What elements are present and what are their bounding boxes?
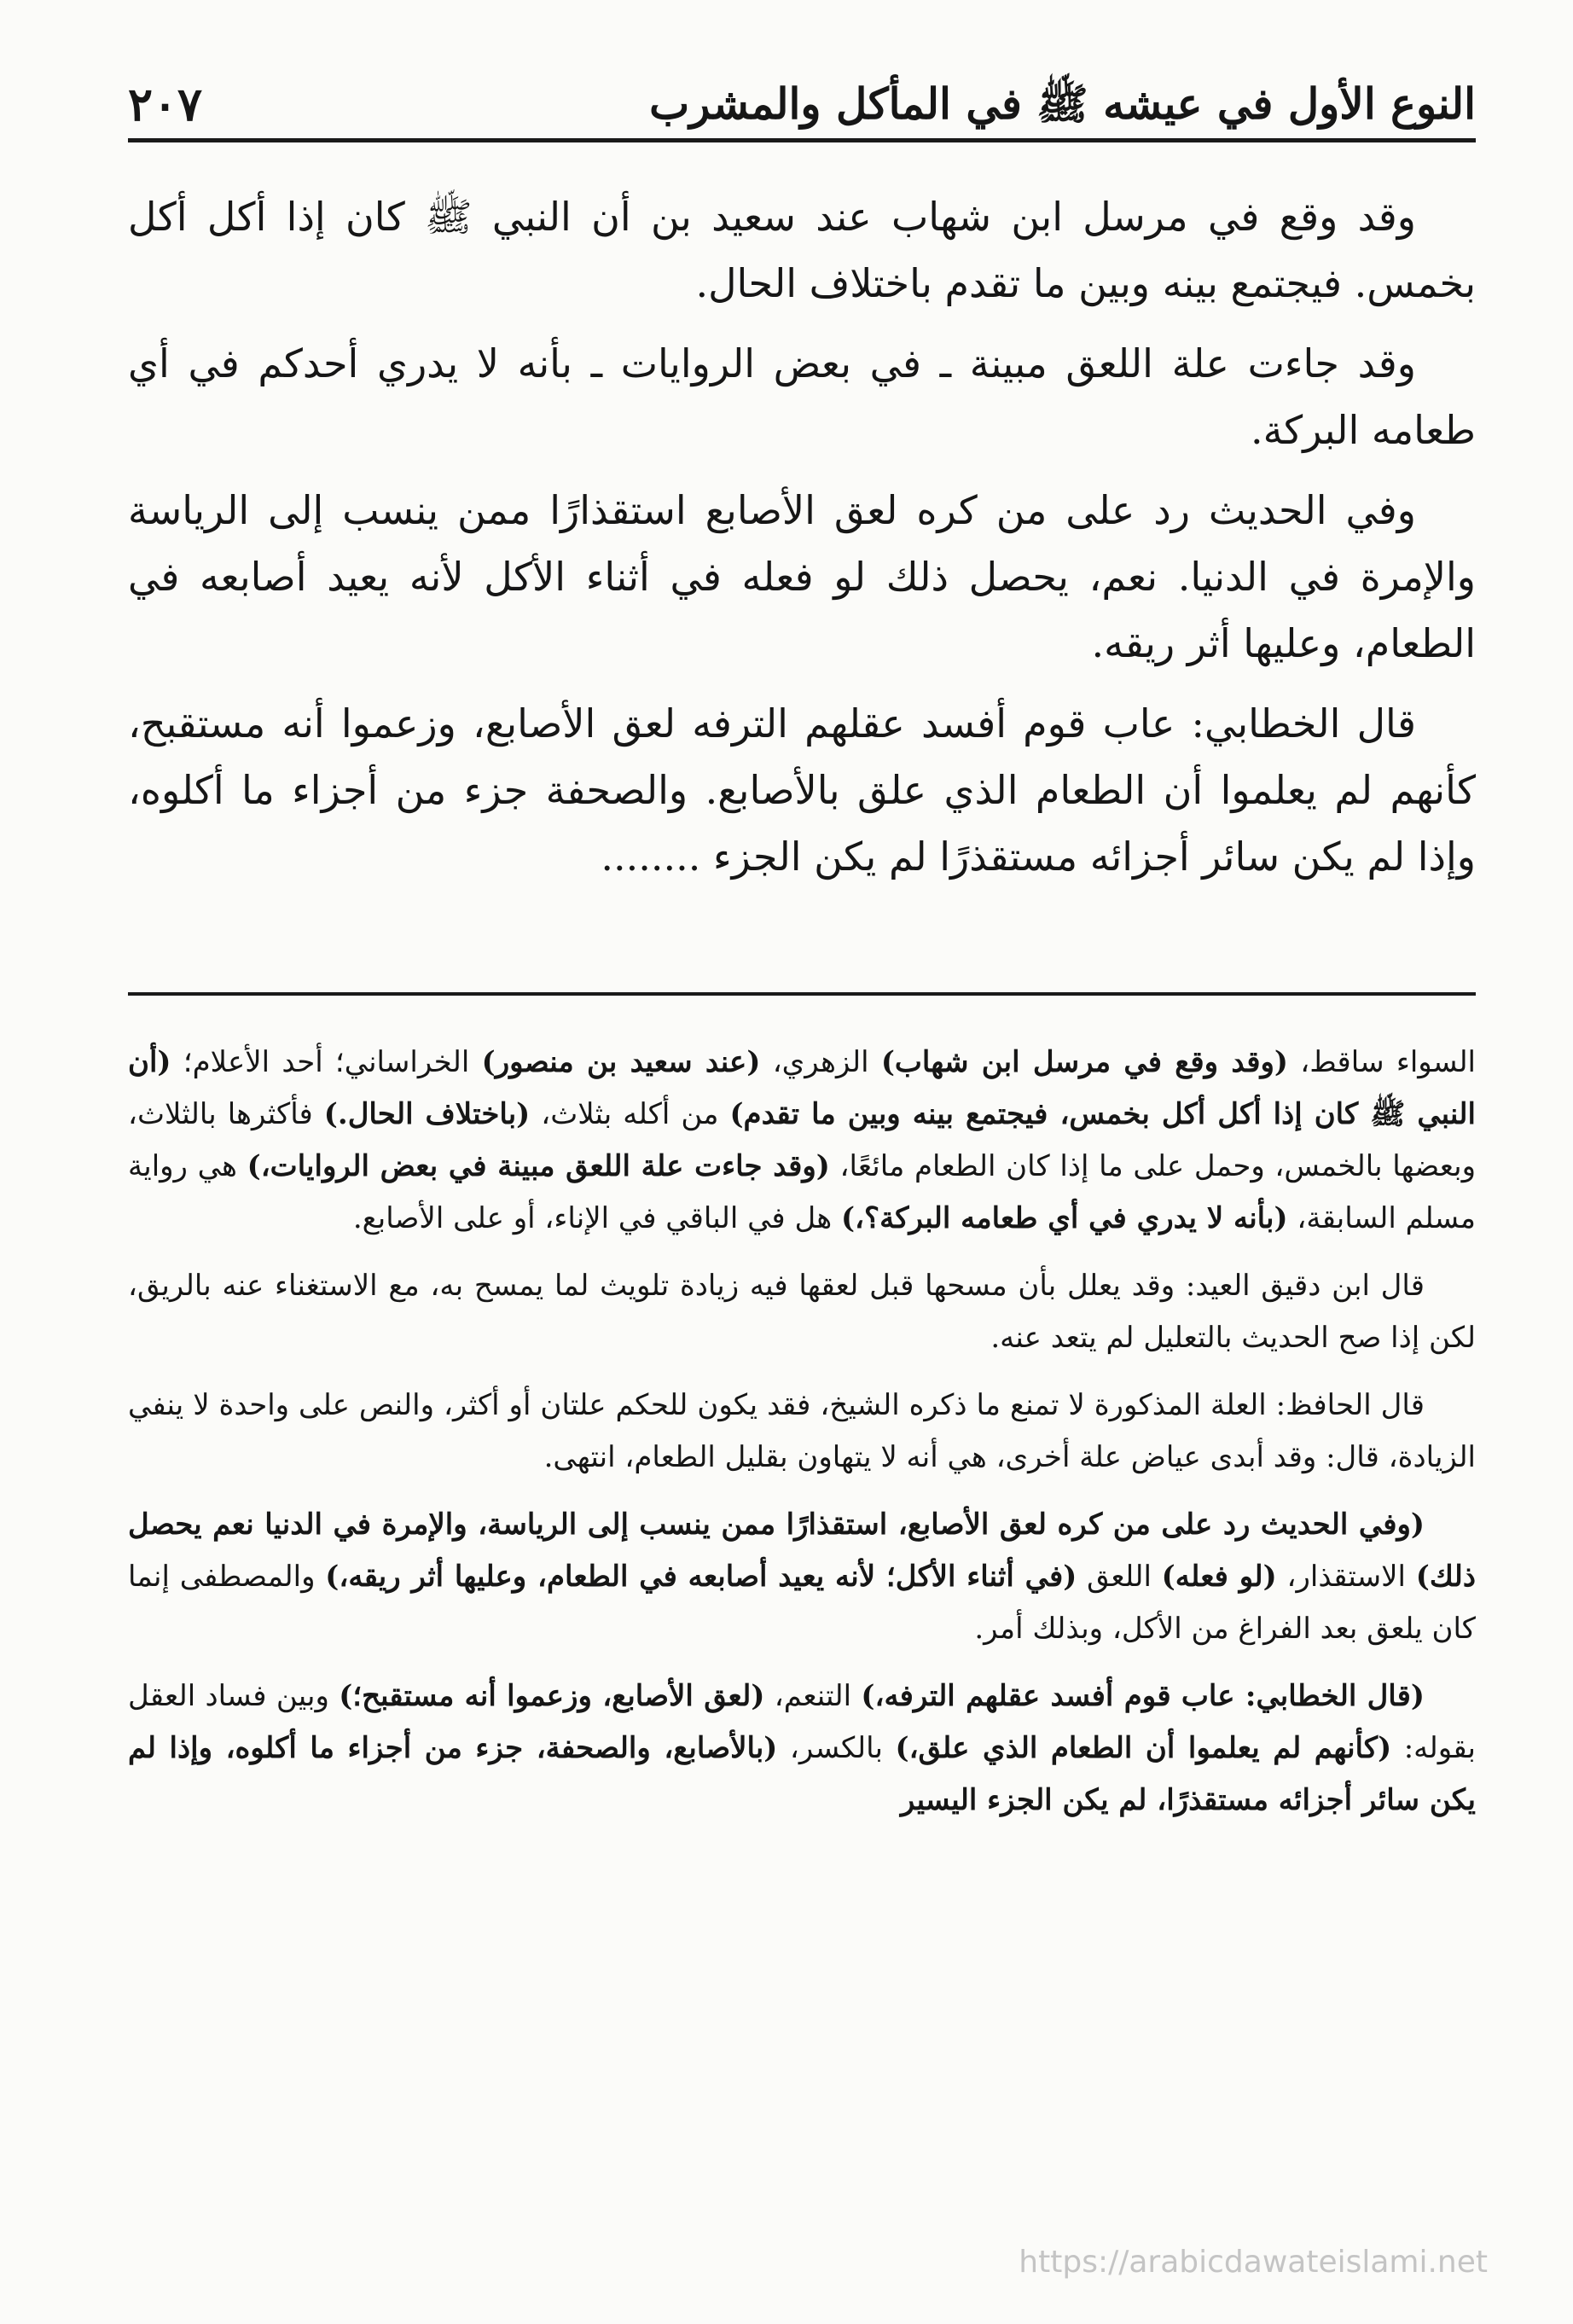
- page-number: ٢٠٧: [128, 77, 203, 131]
- plain-text: اللعق: [1077, 1560, 1162, 1594]
- running-title: النوع الأول في عيشه ﷺ في المأكل والمشرب: [649, 78, 1476, 129]
- quoted-text: (في أثناء الأكل؛ لأنه يعيد أصابعه في الطعام، وعليها أثر ريقه،): [325, 1560, 1077, 1594]
- main-paragraph: وفي الحديث رد على من كره لعق الأصابع استقذارًا ممن ينسب إلى الرياسة والإمرة في الدنيا. نعم، يحصل ذلك لو فعله في أثناء الأكل لأنه يعيد أصابعه في الطعام، وعليها أثر ريقه.: [128, 487, 1476, 666]
- quoted-text: (كأنهم لم يعلموا أن الطعام الذي علق،): [895, 1731, 1392, 1765]
- quoted-text: (لو فعله): [1161, 1560, 1277, 1594]
- commentary-paragraph: [128, 1670, 1476, 1827]
- main-paragraph: وقد جاءت علة اللعق مبينة ـ في بعض الروايات ـ بأنه لا يدري أحدكم في أي طعامه البركة.: [128, 340, 1476, 453]
- commentary-paragraph: قال الحافظ: العلة المذكورة لا تمنع ما ذكره الشيخ، فقد يكون للحكم علتان أو أكثر، والنص على واحدة لا ينفي الزيادة، قال: وقد أبدى عياض علة أخرى، هي أنه لا يتهاون بقليل الطعام، انتهى.: [128, 1388, 1476, 1474]
- quoted-text: (قال الخطابي: عاب قوم أفسد عقلهم الترفه،): [861, 1679, 1425, 1713]
- plain-text: هل في الباقي في الإناء، أو على الأصابع.: [352, 1201, 841, 1235]
- quoted-text: (عند سعيد بن منصور): [481, 1045, 761, 1079]
- quoted-text: (باختلاف الحال.): [323, 1097, 531, 1131]
- plain-text: وبين فساد العقل بقوله:: [128, 1679, 1476, 1765]
- quoted-text: (بالأصابع، والصحفة، جزء من أجزاء ما أكلوه، وإذا لم يكن سائر أجزائه مستقذرًا، لم يكن الجزء اليسير: [128, 1731, 1476, 1817]
- quoted-text: (وقد جاءت علة اللعق مبينة في بعض الروايات،): [247, 1149, 830, 1183]
- quoted-text: (وفي الحديث رد على من كره لعق الأصابع، استقذارًا ممن ينسب إلى الرياسة، والإمرة في الدنيا نعم يحصل ذلك): [128, 1508, 1476, 1594]
- watermark-url: https://arabicdawateislami.net: [1019, 2245, 1488, 2280]
- main-text: [128, 183, 1476, 903]
- commentary-paragraph: قال ابن دقيق العيد: وقد يعلل بأن مسحها قبل لعقها فيه زيادة تلويث لما يمسح به، مع الاستغناء عنه بالريق، لكن إذا صح الحديث بالتعليل لم يتعد عنه.: [128, 1269, 1476, 1355]
- main-paragraph: وقد وقع في مرسل ابن شهاب عند سعيد بن أن النبي ﷺ كان إذا أكل أكل بخمس. فيجتمع بينه وبين ما تقدم باختلاف الحال.: [128, 194, 1476, 306]
- plain-text: من أكله بثلاث،: [530, 1097, 730, 1131]
- quoted-text: (لعق الأصابع، وزعموا أنه مستقبح؛): [339, 1679, 765, 1713]
- header-rule: [128, 138, 1476, 142]
- main-paragraph: قال الخطابي: عاب قوم أفسد عقلهم الترفه لعق الأصابع، وزعموا أنه مستقبح، كأنهم لم يعلموا أن الطعام الذي علق بالأصابع. والصحفة جزء من أجزاء ما أكلوه، وإذا لم يكن سائر أجزائه مستقذرًا لم يكن الجزء ........: [128, 700, 1476, 880]
- plain-text: فأكثرها بالثلاث، وبعضها بالخمس، وحمل على ما إذا كان الطعام مائعًا،: [128, 1097, 1477, 1183]
- commentary-paragraph: [128, 1037, 1476, 1245]
- plain-text: الزهري،: [760, 1045, 881, 1079]
- quoted-text: (وقد وقع في مرسل ابن شهاب): [880, 1045, 1288, 1079]
- plain-text: هي رواية مسلم السابقة،: [128, 1149, 1476, 1235]
- plain-text: بالكسر،: [777, 1731, 896, 1765]
- plain-text: الخراساني؛ أحد الأعلام؛: [171, 1045, 482, 1079]
- quoted-text: (أن النبي ﷺ كان إذا أكل أكل بخمس، فيجتمع بينه وبين ما تقدم): [128, 1045, 1476, 1131]
- running-header: [128, 70, 1476, 138]
- quoted-text: (بأنه لا يدري في أي طعامه البركة؟،): [840, 1201, 1288, 1235]
- plain-text: السواء ساقط،: [1287, 1045, 1476, 1079]
- commentary-text: [128, 1037, 1476, 1842]
- commentary-paragraph: [128, 1499, 1476, 1655]
- plain-text: والمصطفى إنما كان يلعق بعد الفراغ من الأكل، وبذلك أمر.: [128, 1560, 1476, 1646]
- commentary-separator: [128, 992, 1476, 996]
- plain-text: الاستقذار،: [1276, 1560, 1416, 1594]
- plain-text: التنعم،: [764, 1679, 862, 1713]
